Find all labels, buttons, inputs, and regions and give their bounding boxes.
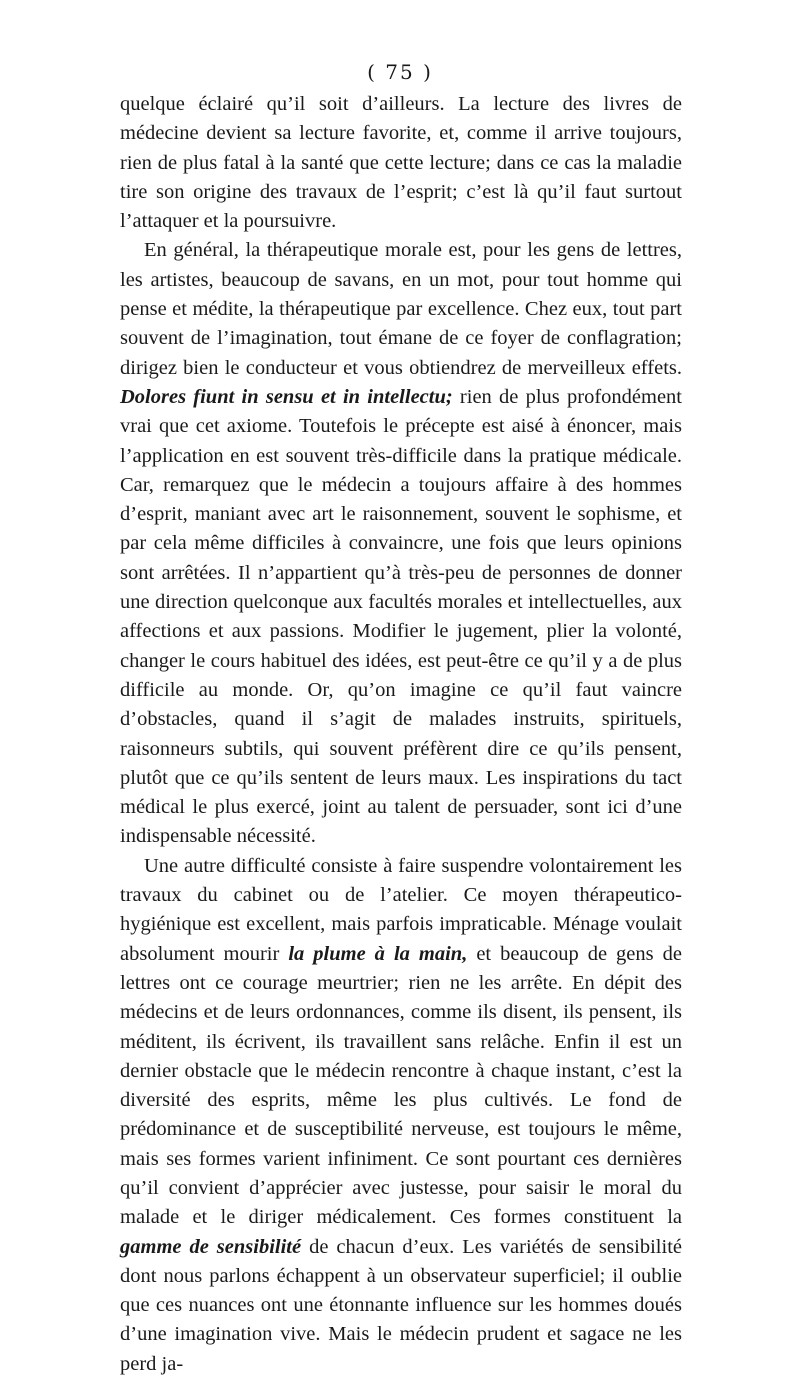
text-segment: quelque éclairé qu’il soit d’ailleurs. La lecture des livres de médecine devient sa lecture favorite, et, comme il arrive toujours, rien de plus fatal à la santé que cette lecture; dans ce cas la maladie tire son origine des travaux de l’esprit; c’est là qu’il faut surtout l’attaquer et la poursuivre. [120, 93, 682, 233]
body-text [120, 90, 682, 1379]
paragraph-2 [120, 236, 682, 851]
text-segment: En général, la thérapeutique morale est, pour les gens de lettres, les artistes, beaucoup de savans, en un mot, pour tout homme qui pense et médite, la thérapeutique par excellence. Chez eux, tout part souvent de l’imagination, tout émane de ce foyer de conflagration; dirigez bien le conducteur et vous obtiendrez de merveilleux effets. [120, 239, 682, 379]
page-number: ( 75 ) [367, 60, 433, 84]
text-segment: rien de plus profondément vrai que cet axiome. Toutefois le précepte est aisé à énoncer, mais l’application en est souvent très-difficile dans la pratique médicale. Car, remarquez que le médecin a toujours affaire à des hommes d’esprit, maniant avec art le raisonnement, souvent le sophisme, et par cela même difficiles à convaincre, une fois que leurs opinions sont arrêtées. Il n’appartient qu’à très-peu de personnes de donner une direction quelconque aux facultés morales et intellectuelles, aux affections et aux passions. Modifier le jugement, plier la volonté, changer le cours habituel des idées, est peut-être ce qu’il y a de plus difficile au monde. Or, qu’on imagine ce qu’il faut vaincre d’obstacles, quand il s’agit de malades instruits, spirituels, raisonneurs subtils, qui souvent préfèrent dire ce qu’ils pensent, plutôt que ce qu’ils sentent de leurs maux. Les inspirations du tact médical le plus exercé, joint au talent de persuader, sont ici d’une indispensable nécessité. [120, 385, 683, 848]
italic-term: gamme de sensibilité [120, 1235, 302, 1258]
text-segment: et beaucoup de gens de lettres ont ce courage meurtrier; rien ne les arrête. En dépit des médecins et de leurs ordonnances, comme ils disent, ils pensent, ils méditent, ils écrivent, ils travaillent sans relâche. Enfin il est un dernier obstacle que le médecin rencontre à chaque instant, c’est la diversité des esprits, même les plus cultivés. Le fond de prédominance et de susceptibilité nerveuse, est toujours le même, mais ses formes varient infiniment. Ce sont pourtant ces dernières qu’il convient d’apprécier avec justesse, pour saisir le moral du malade et le diriger médicalement. Ces formes constituent la [120, 942, 682, 1229]
text-segment: de chacun d’eux. Les variétés de sensibilité dont nous parlons échappent à un observateur superficiel; il oublie que ces nuances ont une étonnante influence sur les hommes doués d’une imagination vive. Mais le médecin prudent et sagace ne les perd ja- [120, 1235, 682, 1375]
paragraph-1 [120, 90, 682, 236]
italic-quote: la plume à la main, [288, 942, 468, 965]
paragraph-3 [120, 852, 682, 1379]
text-segment: Une autre difficulté consiste à faire suspendre volontairement les travaux du cabinet ou de l’atelier. Ce moyen thérapeutico-hygiénique est excellent, mais parfois impraticable. Ménage voulait absolument mourir [120, 854, 682, 965]
latin-maxim: Dolores fiunt in sensu et in intellectu; [120, 385, 453, 408]
